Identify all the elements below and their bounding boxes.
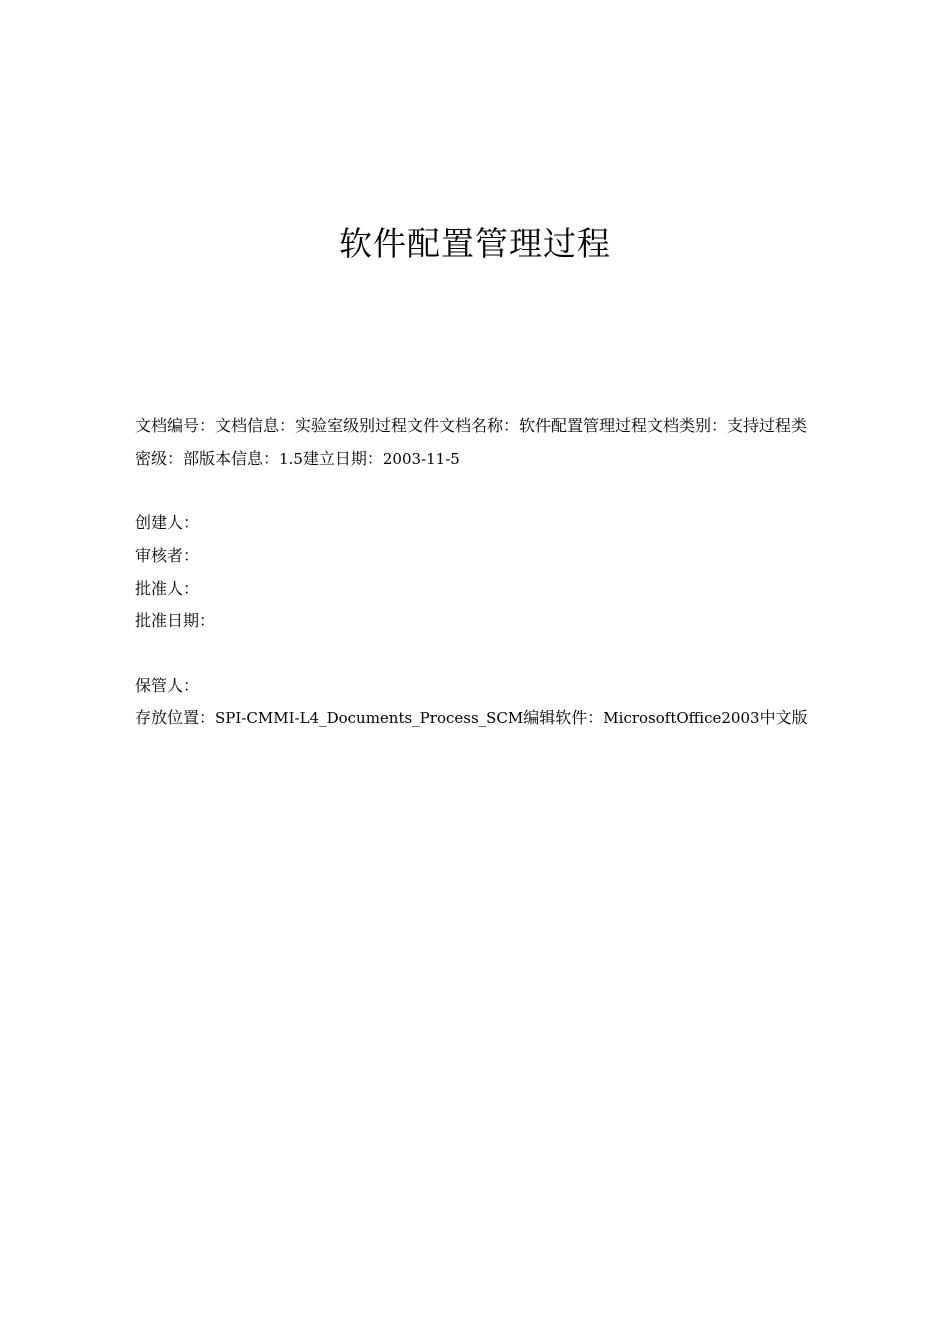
document-info-line: 文档编号：文档信息：实验室级别过程文件文档名称：软件配置管理过程文档类别：支持过程类 <box>135 416 808 435</box>
document-title: 软件配置管理过程 <box>339 224 611 263</box>
location-label: 存放位置： <box>135 708 216 727</box>
date-label: 建立日期： <box>302 449 383 468</box>
version-value: 1.5 <box>279 450 303 468</box>
location-software-line <box>135 707 808 729</box>
security-version-label: 密级：部版本信息： <box>135 449 280 468</box>
approver-line: 批准人： <box>135 579 200 598</box>
location-value: SPI-CMMI-L4_Documents_Process_SCM <box>215 709 524 727</box>
date-value: 2003-11-5 <box>382 450 460 468</box>
software-label: 编辑软件： <box>523 708 604 727</box>
software-suffix: 中文版 <box>759 708 808 727</box>
custodian-line: 保管人： <box>135 676 200 695</box>
approval-date-line: 批准日期： <box>135 611 216 630</box>
reviewer-line: 审核者： <box>135 546 200 565</box>
software-value: MicrosoftOffice2003 <box>603 709 760 727</box>
version-date-line <box>135 448 460 470</box>
creator-line: 创建人： <box>135 513 200 532</box>
